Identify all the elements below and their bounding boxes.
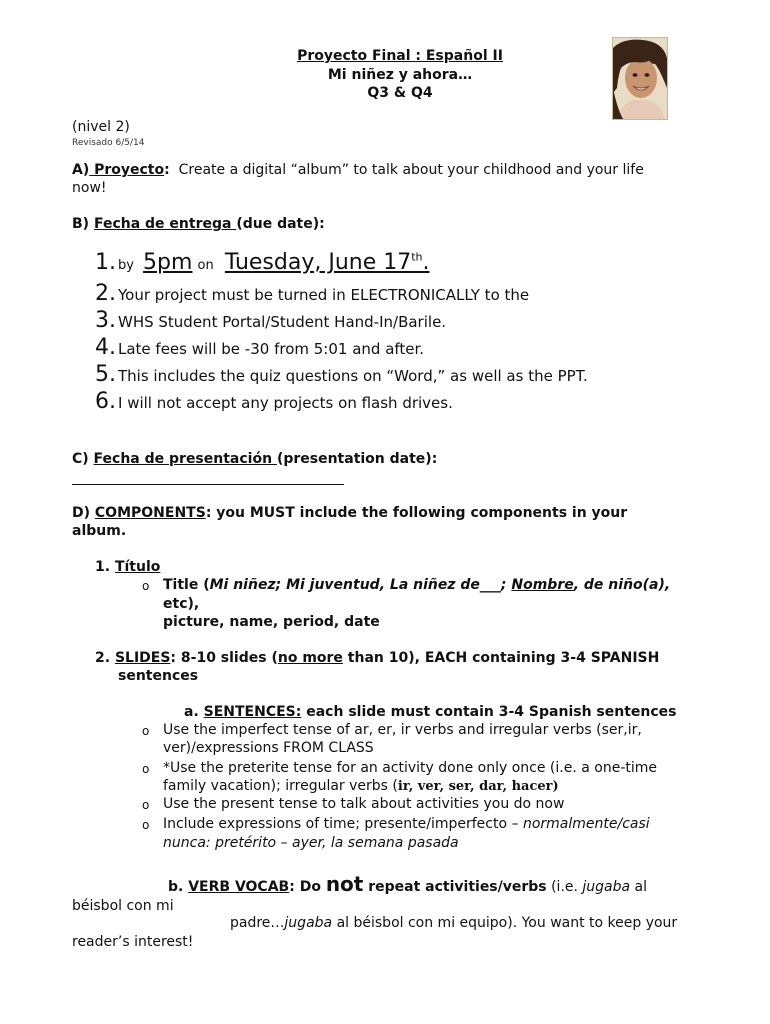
slides-heading: 2. SLIDES: 8-10 slides (no more than 10), EACH containing 3-4 SPANISH xyxy=(95,650,660,666)
sentences-bullet-2-line2: family vacation); irregular verbs (ir, ver, ser, dar, hacer) xyxy=(163,778,559,794)
section-d-line2: album. xyxy=(72,523,127,539)
due-date-item-6: 6. I will not accept any projects on flash drives. xyxy=(95,389,453,414)
bullet-icon: o xyxy=(142,798,150,812)
due-date-item-4: 4. Late fees will be -30 from 5:01 and after. xyxy=(95,335,425,360)
titulo-heading: 1. Título xyxy=(95,559,161,575)
child-photo xyxy=(612,37,668,120)
title-line-3: Q3 & Q4 xyxy=(367,85,433,101)
slides-line2: sentences xyxy=(118,668,199,684)
bullet-icon: o xyxy=(142,818,150,832)
title-line-2: Mi niñez y ahora… xyxy=(327,67,473,83)
sentences-bullet-3: Use the present tense to talk about activities you do now xyxy=(163,796,565,812)
bullet-icon: o xyxy=(142,724,150,738)
due-date-item-2: 2. Your project must be turned in ELECTRONICALLY to the xyxy=(95,281,530,306)
sentences-bullet-4-line1: Include expressions of time; presente/imperfecto – normalmente/casi xyxy=(163,816,650,832)
sentences-bullet-1-line2: ver)/expressions FROM CLASS xyxy=(163,740,374,756)
presentation-date-blank xyxy=(72,484,344,485)
section-a-heading: Proyecto xyxy=(89,162,165,178)
section-c-heading: C) Fecha de presentación (presentation date): xyxy=(72,451,438,467)
due-date: Tuesday, June 17th. xyxy=(224,250,430,275)
title-line-1: Proyecto Final : Español II xyxy=(297,48,503,64)
titulo-line2: etc), xyxy=(163,596,200,612)
section-b-heading: B) Fecha de entrega (due date): xyxy=(72,216,325,232)
due-date-item-1: 1. by 5pm on Tuesday, June 17th. xyxy=(95,250,430,275)
sentences-bullet-4-line2: nunca: pretérito – ayer, la semana pasada xyxy=(163,835,459,851)
titulo-line1: Title (Mi niñez; Mi juventud, La niñez de___; Nombre, de niño(a), xyxy=(163,577,671,593)
verb-vocab-line3: padre…jugaba al béisbol con mi equipo). You want to keep your xyxy=(230,915,678,931)
titulo-line3: picture, name, period, date xyxy=(163,614,380,630)
verb-vocab-line1: b. VERB VOCAB: Do not repeat activities/verbs (i.e. jugaba al xyxy=(168,872,648,896)
due-time: 5pm xyxy=(143,250,193,275)
sentences-bullet-2-line1: *Use the preterite tense for an activity done only once (i.e. a one-time xyxy=(163,760,657,776)
section-a-text: Create a digital “album” to talk about your childhood and your life xyxy=(178,162,644,178)
verb-vocab-line4: reader’s interest! xyxy=(72,934,194,950)
bullet-icon: o xyxy=(142,762,150,776)
bullet-icon: o xyxy=(142,579,150,593)
sentences-bullet-1-line1: Use the imperfect tense of ar, er, ir verbs and irregular verbs (ser,ir, xyxy=(163,722,642,738)
revised-date: Revisado 6/5/14 xyxy=(72,138,145,148)
section-d-heading: D) COMPONENTS: you MUST include the following components in your xyxy=(72,505,628,521)
section-a-line2: now! xyxy=(72,180,107,196)
due-date-item-5: 5. This includes the quiz questions on “Word,” as well as the PPT. xyxy=(95,362,588,387)
level-label: (nivel 2) xyxy=(72,119,130,135)
sentences-heading: a. SENTENCES: each slide must contain 3-4 Spanish sentences xyxy=(184,704,677,720)
verb-vocab-line2: béisbol con mi xyxy=(72,898,174,914)
section-a-line1: A) Proyecto: Create a digital “album” to talk about your childhood and your life xyxy=(72,162,644,178)
due-date-item-3: 3. WHS Student Portal/Student Hand-In/Barile. xyxy=(95,308,447,333)
